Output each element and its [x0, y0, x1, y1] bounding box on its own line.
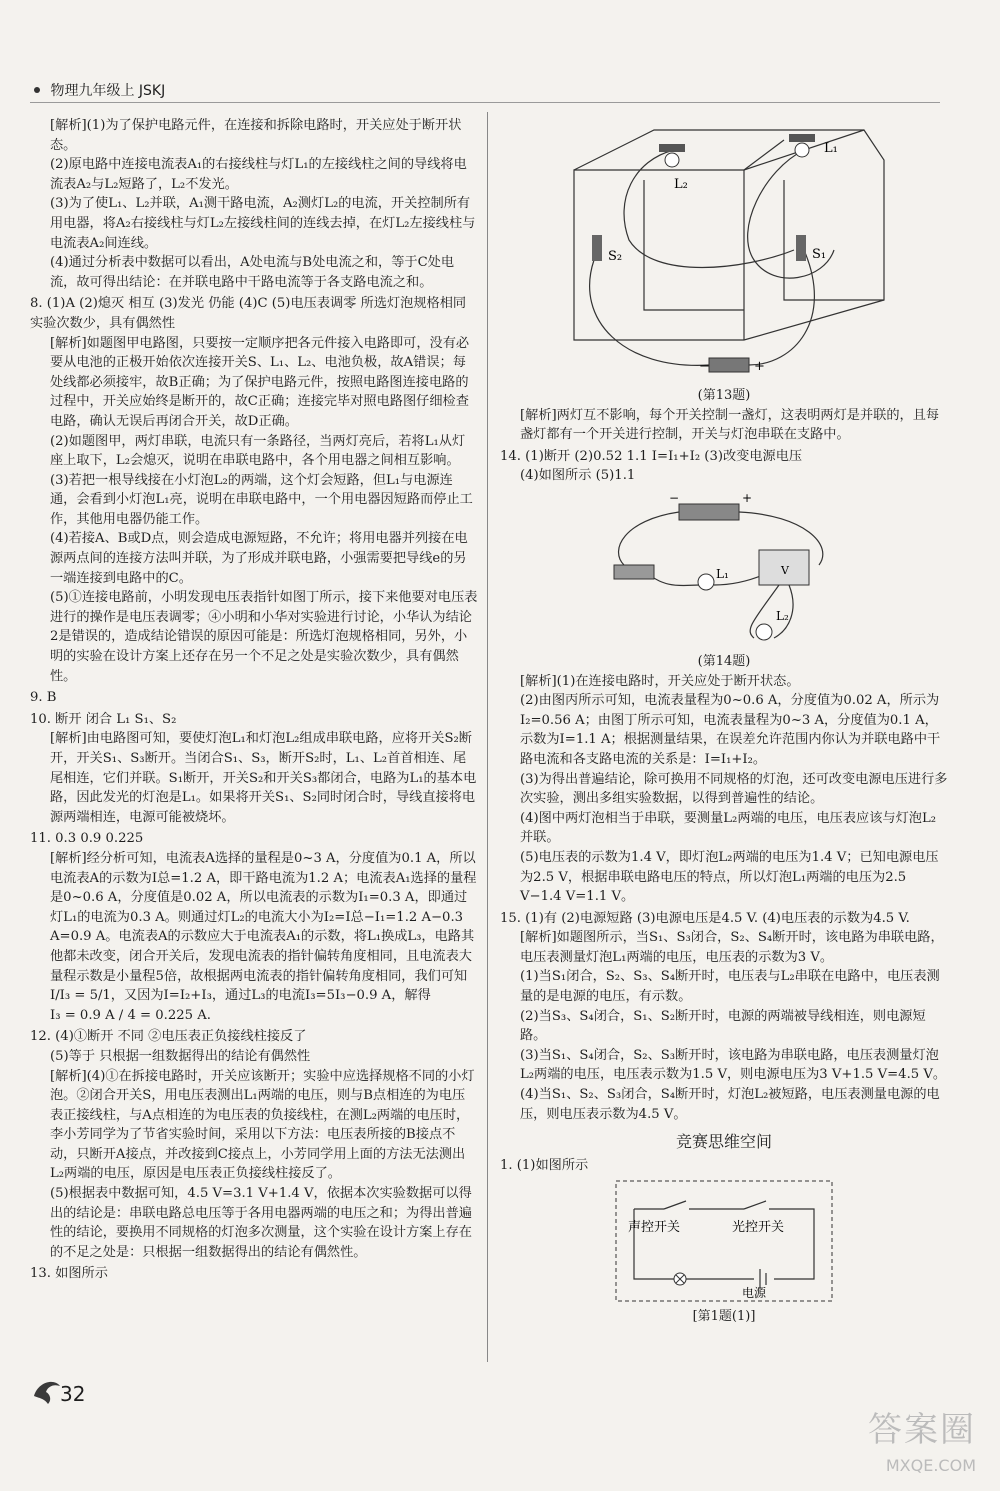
figure-14 [604, 490, 844, 648]
analysis-text: [解析](1)在连接电路时，开关应处于断开状态。 [520, 673, 800, 689]
answer-14b: (4)如图所示 (5)1.1 [520, 468, 636, 484]
circuit-diagram-14 [604, 490, 844, 648]
answer-10: 10. 断开 闭合 L₁ S₁、S₂ [30, 711, 177, 727]
label-plus: + [754, 359, 765, 374]
label-l2: L₂ [776, 608, 789, 623]
left-column [30, 116, 478, 1284]
analysis-text: [解析]如题图所示，当S₁、S₃闭合，S₂、S₄断开时，该电路为串联电路，电压表测量灯泡L₁两端的电压，电压表的示数为3 V。 [520, 930, 944, 965]
page-number: 32 [60, 1382, 86, 1406]
analysis-text: [解析]两灯互不影响，每个开关控制一盏灯，这表明两灯是并联的，且每盏灯都有一个开关进行控制，开关与灯泡串联在支路中。 [520, 407, 940, 443]
bullet-icon [34, 87, 40, 93]
label-sound-switch: 声控开关 [628, 1220, 681, 1236]
contest-answer-1: 1. (1)如图所示 [500, 1157, 589, 1173]
analysis-text: (4)图中两灯泡相当于串联，要测量L₂两端的电压，电压表应该与灯泡L₂并联。 [520, 810, 937, 846]
analysis-text: (3)为了使L₁、L₂并联，A₁测干路电流，A₂测灯L₂的电流，开关控制所有用电器，将A₂右接线柱与灯L₂左接线柱间的连线去掉，在灯L₂左接线柱与电流表A₂间连线。 [50, 196, 476, 251]
answer-8: 8. (1)A (2)熄灭 相互 (3)发光 仍能 (4)C (5)电压表调零 所选灯泡规格相同 实验次数少，具有偶然性 [30, 296, 467, 331]
label-light-switch: 光控开关 [732, 1220, 785, 1236]
label-minus: − [699, 359, 710, 374]
analysis-text: (2)原电路中连接电流表A₁的右接线柱与灯L₁的左接线柱之间的导线将电流表A₂与L₂短路了，L₂不发光。 [50, 157, 467, 192]
analysis-text: (4)若接A、B或D点，则会造成电源短路，不允许；将用电器并列接在电源两点间的连接方法叫并联，为了形成并联电路，小强需要把导线e的另一端连接到电路中的C。 [50, 531, 468, 586]
answer-12b: (5)等于 只根据一组数据得出的结论有偶然性 [50, 1048, 311, 1064]
figure-c1-caption: [第1题(1)] [692, 1309, 756, 1325]
watermark-url: MXQE.COM [885, 1456, 976, 1475]
label-v: V [781, 563, 789, 577]
analysis-text: [解析]由电路图可知，要使灯泡L₁和灯泡L₂组成串联电路，应将开关S₂断开，开关S₁、S₃断开。当闭合S₁、S₃，断开S₂时，L₁、L₂首首相连、尾尾相连，它们并联。S₁断开，开关S₂和开关S₃都闭合，电路为L₁的基本电路，因此发光的灯泡是L₁。如果将开关S₁、S₂同时闭合时，导线直接将电源两端相连，电源可能被烧坏。 [50, 731, 477, 825]
label-s1: S₁ [812, 247, 827, 262]
analysis-text: [解析]如题图甲电路图，只要按一定顺序把各元件接入电路即可，没有必要从电池的正极开始依次连接开关S、L₁、L₂、电池负极，故A错误；每处线都必须接牢，故B正确；为了保护电路元件，按照电路图连接电路的过程中，开关应始终是断开的，故C正确；连接完毕对照电路图仔细检查电路，确认无误后再闭合开关，故D正确。 [50, 335, 470, 429]
analysis-text: [解析](1)为了保护电路元件，在连接和拆除电路时，开关应处于断开状态。 [50, 118, 462, 153]
analysis-text: (2)如题图甲，两灯串联，电流只有一条路径，当两灯亮后，若将L₁从灯座上取下，L₂会熄灭，说明在串联电路中，各个用电器之间相互影响。 [50, 433, 466, 469]
analysis-text: (5)①连接电路前，小明发现电压表指针如图丁所示，接下来他要对电压表进行的操作是电压表调零；④小明和小华对实验进行讨论，小华认为结论2是错误的，造成结论错误的原因可能是：所选灯泡规格相同，另外，小明的实验在设计方案上还存在另一个不足之处是实验次数少，具有偶然性。 [50, 590, 478, 684]
figure-14-caption: (第14题) [697, 653, 751, 669]
answer-12: 12. (4)①断开 不同 ②电压表正负接线柱接反了 [30, 1029, 307, 1045]
answer-13: 13. 如图所示 [30, 1266, 108, 1282]
label-minus: − [669, 490, 680, 505]
analysis-text: (5)电压表的示数为1.4 V，即灯泡L₂两端的电压为1.4 V；已知电源电压为2.5 V，根据串联电路电压的特点，所以灯泡L₁两端的电压为2.5 V−1.4 V=1.1 V。 [520, 849, 939, 905]
analysis-text: (4)通过分析表中数据可以看出，A处电流与B处电流之和，等于C处电流，故可得出结论：在并联电路中干路电流等于各支路电流之和。 [50, 255, 455, 290]
answer-9: 9. B [30, 690, 57, 706]
answer-15: 15. (1)有 (2)电源短路 (3)电源电压是4.5 V. (4)电压表的示数为4.5 V. [500, 910, 910, 926]
analysis-text: (4)当S₁、S₂、S₃闭合，S₄断开时，灯泡L₂被短路，电压表测量电源的电压，则电压表示数为4.5 V。 [520, 1087, 940, 1122]
label-power: 电源 [742, 1286, 767, 1301]
answer-11: 11. 0.3 0.9 0.225 [30, 831, 144, 847]
label-l1: L₁ [824, 141, 838, 156]
column-divider [487, 112, 488, 1362]
right-column [500, 116, 948, 1327]
analysis-text: (3)若把一根导线接在小灯泡L₂的两端，这个灯会短路，但L₁与电源连通，会看到小灯泡L₁亮，说明在串联电路中，一个用电器因短路而停止工作，其他用电器仍能工作。 [50, 472, 473, 527]
analysis-text: (5)根据表中数据可知，4.5 V=3.1 V+1.4 V，依据本次实验数据可以得出的结论是：串联电路总电压等于各用电器两端的电压之和；为得出普遍性的结论，要换用不同规格的灯泡多次测量，这个实验在设计方案上存在的不足之处是：只根据一组数据得出的结论有偶然性。 [50, 1186, 472, 1260]
formula-line: I₃ = 0.9 A / 4 = 0.225 A. [50, 1007, 211, 1023]
label-l1: L₁ [716, 566, 729, 581]
analysis-text: (3)当S₁、S₄闭合，S₂、S₃断开时，该电路为串联电路，电压表测量灯泡L₂两端的电压，电压表示数为1.5 V，则电源电压为3 V+1.5 V=4.5 V。 [520, 1047, 947, 1083]
switch-circuit-diagram [614, 1179, 834, 1303]
analysis-text: [解析](4)①在拆接电路时，开关应该断开；实验中应选择规格不同的小灯泡。②闭合开关S，用电压表测出L₁两端的电压，则与B点相连的为电压表正接线柱，与A点相连的为电压表的负接线柱，在测L₂两端的电压时，李小芳同学为了节省实验时间，采用以下方法：电压表所接的B接点不动，只断开A接点，并改接到C接点上，小芳同学用上面的方法无法测出L₂两端的电压，原因是电压表正负接线柱接反了。 [50, 1068, 475, 1182]
answer-14: 14. (1)断开 (2)0.52 1.1 I=I₁+I₂ (3)改变电源电压 [500, 448, 803, 464]
analysis-text: [解析]经分析可知，电流表A选择的量程是0~3 A，分度值为0.1 A，所以电流表A的示数为I总=1.2 A，即干路电流为1.2 A；电流表A₁选择的量程是0~0.6 A，分度值是0.02 A，所以电流表的示数为I₁=0.3 A，即通过灯L₁的电流为0.3 A。则通过灯L₂的电流大小为I₂=I总−I₁=1.2 A−0.3 A=0.9 A。电流表A的示数应大于电流表A₁的示数，将L₁换成L₃，电路其他都未改变，闭合开关后，发现电流表的指针偏转角度相同，且电流表大量程示数是小量程5倍，故根据两电流表的指针偏转角度相同，我们可知 I/I₃ = 5/1，又因为I=I₂+I₃，通过L₃的电流I₃=5I₃−0.9 A，解得 [50, 850, 477, 1004]
book-title: 物理九年级上 JSKJ [50, 83, 166, 99]
label-s2: S₂ [608, 249, 623, 264]
analysis-text: (3)为得出普遍结论，除可换用不同规格的灯泡，还可改变电源电压进行多次实验，测出多组实验数据，以得到普遍性的结论。 [520, 771, 948, 807]
figure-13 [534, 120, 914, 382]
label-l2: L₂ [674, 177, 688, 192]
watermark: 答案圈 [868, 1410, 976, 1450]
label-plus: + [742, 490, 753, 505]
section-title: 竞赛思维空间 [675, 1132, 772, 1152]
analysis-text: (2)当S₃、S₄闭合，S₁、S₂断开时，电源的两端被导线相连，则电源短路。 [520, 1008, 926, 1044]
page-header [30, 80, 940, 103]
analysis-text: (2)由图丙所示可知，电流表量程为0~0.6 A，分度值为0.02 A，所示为I₂=0.56 A；由图丁所示可知，电流表量程为0~3 A，分度值为0.1 A，示数为I=1.1 A；根据测量结果，在误差允许范围内你认为并联电路中干路电流和各支路电流的关系是：I=I₁+I₂。 [520, 693, 941, 767]
house-circuit-diagram [534, 120, 914, 382]
figure-13-caption: (第13题) [697, 388, 751, 403]
dolphin-logo-icon [30, 1372, 64, 1408]
analysis-text: (1)当S₁闭合，S₂、S₃、S₄断开时，电压表与L₂串联在电路中，电压表测量的是电源的电压，有示数。 [520, 969, 940, 1005]
figure-c1 [614, 1179, 834, 1303]
